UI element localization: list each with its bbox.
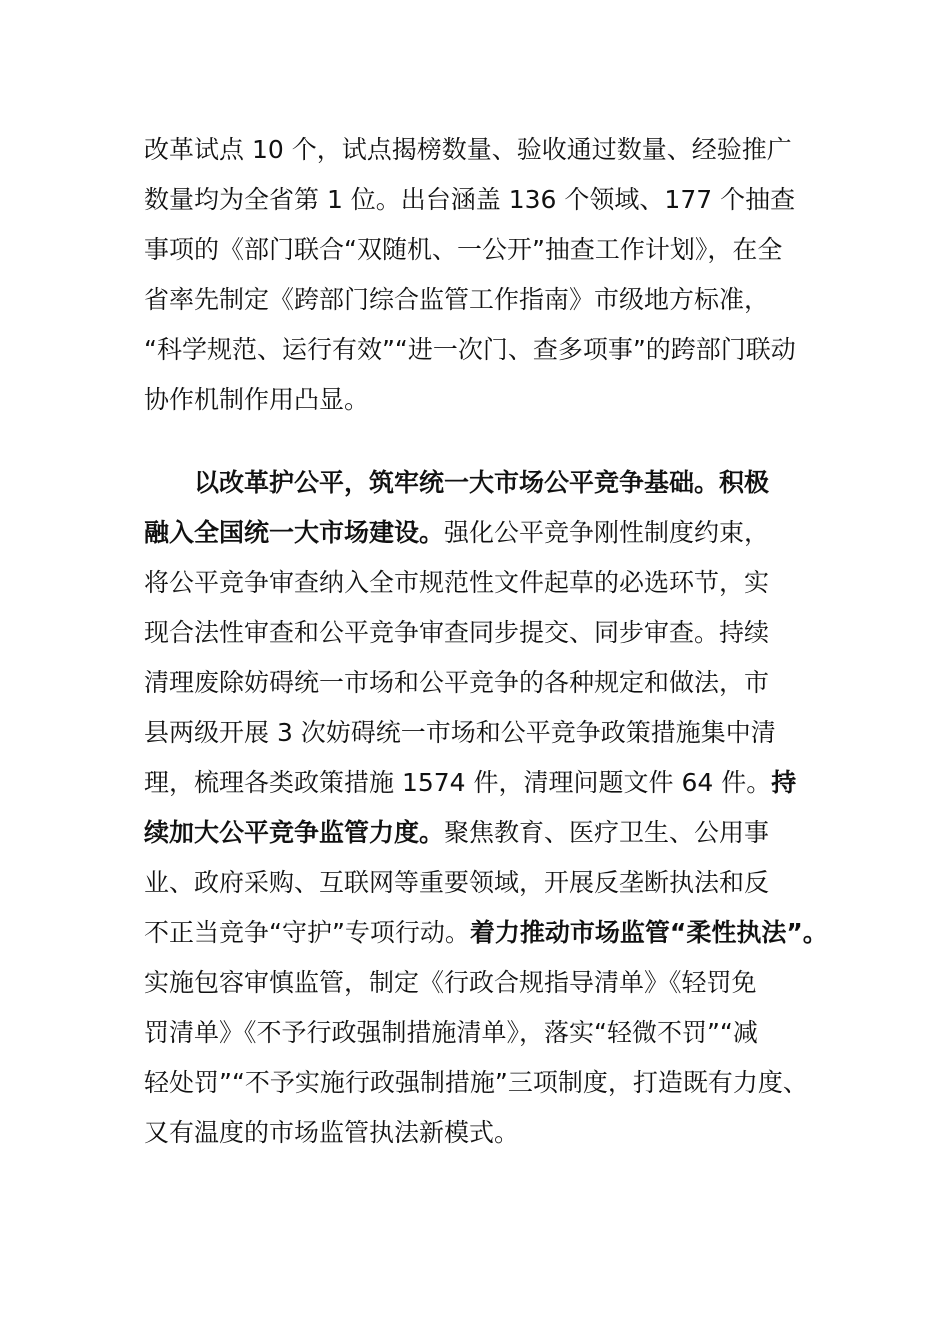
text-line: “科学规范、运行有效”“进一次门、查多项事”的跨部门联动 bbox=[144, 335, 796, 364]
text-line: 将公平竞争审查纳入全市规范性文件起草的必选环节，实 bbox=[144, 568, 770, 597]
section-heading: 融入全国统一大市场建设。 bbox=[144, 518, 445, 547]
subheading: 持 bbox=[771, 768, 797, 797]
paragraph-reform-pilots bbox=[144, 125, 814, 425]
body-text: 强化公平竞争刚性制度约束， bbox=[444, 518, 770, 547]
text-line: 数量均为全省第 1 位。出台涵盖 136 个领域、177 个抽查 bbox=[144, 185, 796, 214]
subheading: 着力推动市场监管“柔性执法”。 bbox=[469, 918, 828, 947]
text-line bbox=[144, 508, 814, 558]
text-line bbox=[144, 908, 828, 958]
text-line bbox=[144, 458, 814, 508]
body-text: 聚焦教育、医疗卫生、公用事 bbox=[444, 818, 770, 847]
text-line: 清理废除妨碍统一市场和公平竞争的各种规定和做法，市 bbox=[144, 668, 770, 697]
text-line: 省率先制定《跨部门综合监管工作指南》市级地方标准， bbox=[144, 285, 770, 314]
text-line: 协作机制作用凸显。 bbox=[144, 385, 370, 414]
text-line: 县两级开展 3 次妨碍统一市场和公平竞争政策措施集中清 bbox=[144, 718, 776, 747]
subheading: 续加大公平竞争监管力度。 bbox=[144, 818, 445, 847]
text-line: 现合法性审查和公平竞争审查同步提交、同步审查。持续 bbox=[144, 618, 770, 647]
section-heading: 以改革护公平，筑牢统一大市场公平竞争基础。积极 bbox=[194, 468, 770, 497]
text-line: 改革试点 10 个，试点揭榜数量、验收通过数量、经验推广 bbox=[144, 135, 792, 164]
body-text: 不正当竞争“守护”专项行动。 bbox=[144, 918, 470, 947]
text-line: 实施包容审慎监管，制定《行政合规指导清单》《轻罚免 bbox=[144, 968, 757, 997]
text-line: 业、政府采购、互联网等重要领域，开展反垄断执法和反 bbox=[144, 868, 770, 897]
body-text: 理，梳理各类政策措施 1574 件，清理问题文件 64 件。 bbox=[144, 768, 772, 797]
text-line: 罚清单》《不予行政强制措施清单》，落实“轻微不罚”“减 bbox=[144, 1018, 758, 1047]
text-line: 又有温度的市场监管执法新模式。 bbox=[144, 1118, 520, 1147]
text-line bbox=[144, 808, 814, 858]
text-line bbox=[144, 758, 814, 808]
text-line: 事项的《部门联合“双随机、一公开”抽查工作计划》，在全 bbox=[144, 235, 783, 264]
paragraph-fair-competition bbox=[144, 458, 828, 1158]
text-line: 轻处罚”“不予实施行政强制措施”三项制度，打造既有力度、 bbox=[144, 1068, 808, 1097]
